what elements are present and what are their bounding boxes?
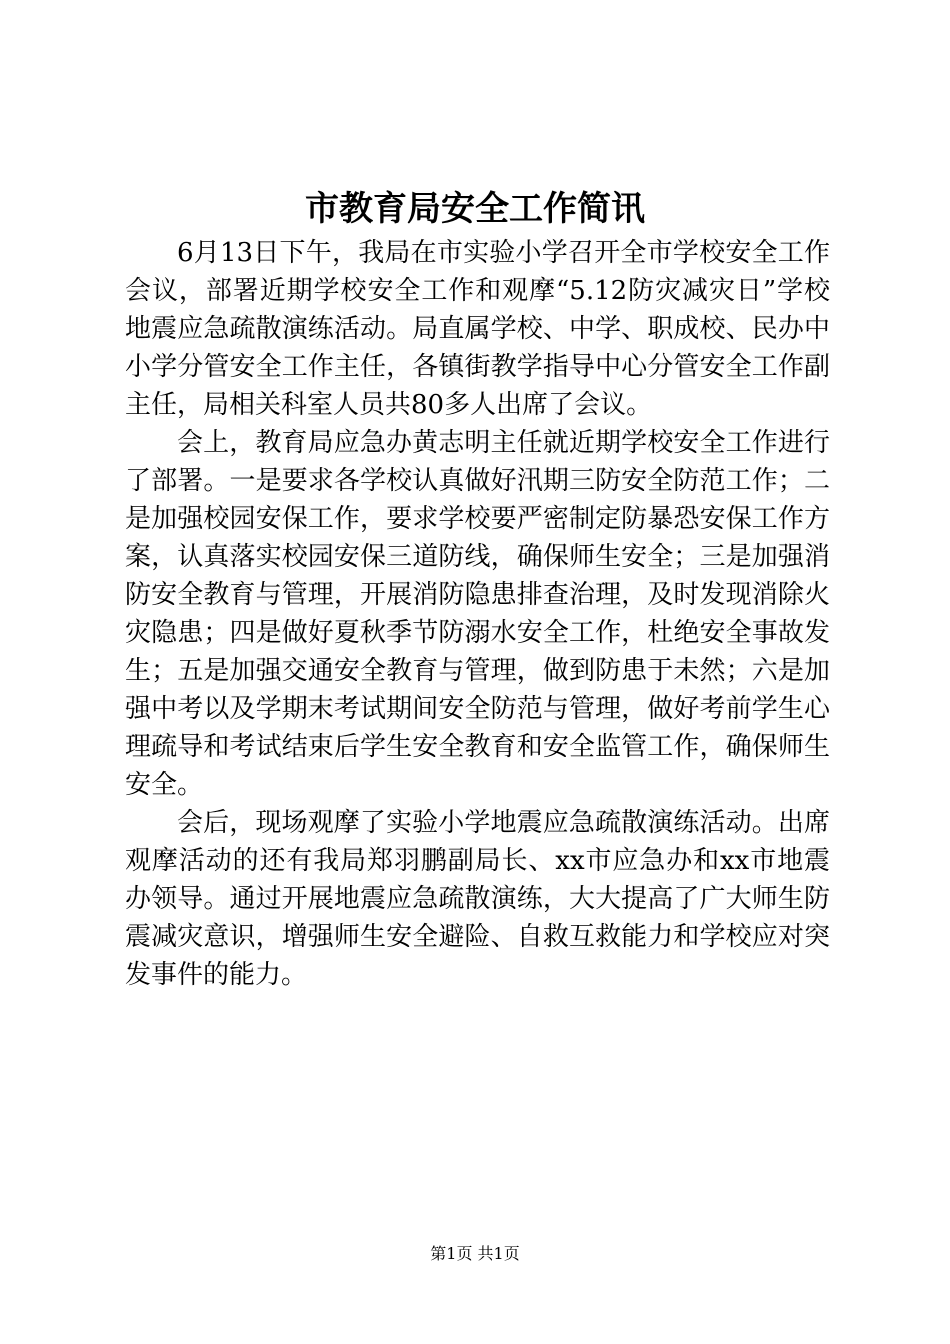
- paragraph-safety-tasks: 会上，教育局应急办黄志明主任就近期学校安全工作进行了部署。一是要求各学校认真做好汛期三防安全防范工作；二是加强校园安保工作，要求学校要严密制定防暴恐安保工作方案，认真落实校园安保三道防线，确保师生安全；三是加强消防安全教育与管理，开展消防隐患排查治理，及时发现消除火灾隐患；四是做好夏秋季节防溺水安全工作，杜绝安全事故发生；五是加强交通安全教育与管理，做到防患于未然；六是加强中考以及学期末考试期间安全防范与管理，做好考前学生心理疏导和考试结束后学生安全教育和安全监管工作，确保师生安全。: [125, 428, 830, 800]
- paragraph-meeting-summary: 6月13日下午，我局在市实验小学召开全市学校安全工作会议，部署近期学校安全工作和观摩“5.12防灾减灾日”学校地震应急疏散演练活动。局直属学校、中学、职成校、民办中小学分管安全工作主任，各镇街教学指导中心分管安全工作副主任，局相关科室人员共80多人出席了会议。: [125, 238, 830, 420]
- paragraph-drill-observation: 会后，现场观摩了实验小学地震应急疏散演练活动。出席观摩活动的还有我局郑羽鹏副局长、xx市应急办和xx市地震办领导。通过开展地震应急疏散演练，大大提高了广大师生防震减灾意识，增强师生安全避险、自救互救能力和学校应对突发事件的能力。: [125, 808, 830, 990]
- document-title: 市教育局安全工作简讯: [305, 189, 645, 229]
- page-number-footer: 第1页 共1页: [430, 1244, 520, 1263]
- document-body: [125, 234, 830, 994]
